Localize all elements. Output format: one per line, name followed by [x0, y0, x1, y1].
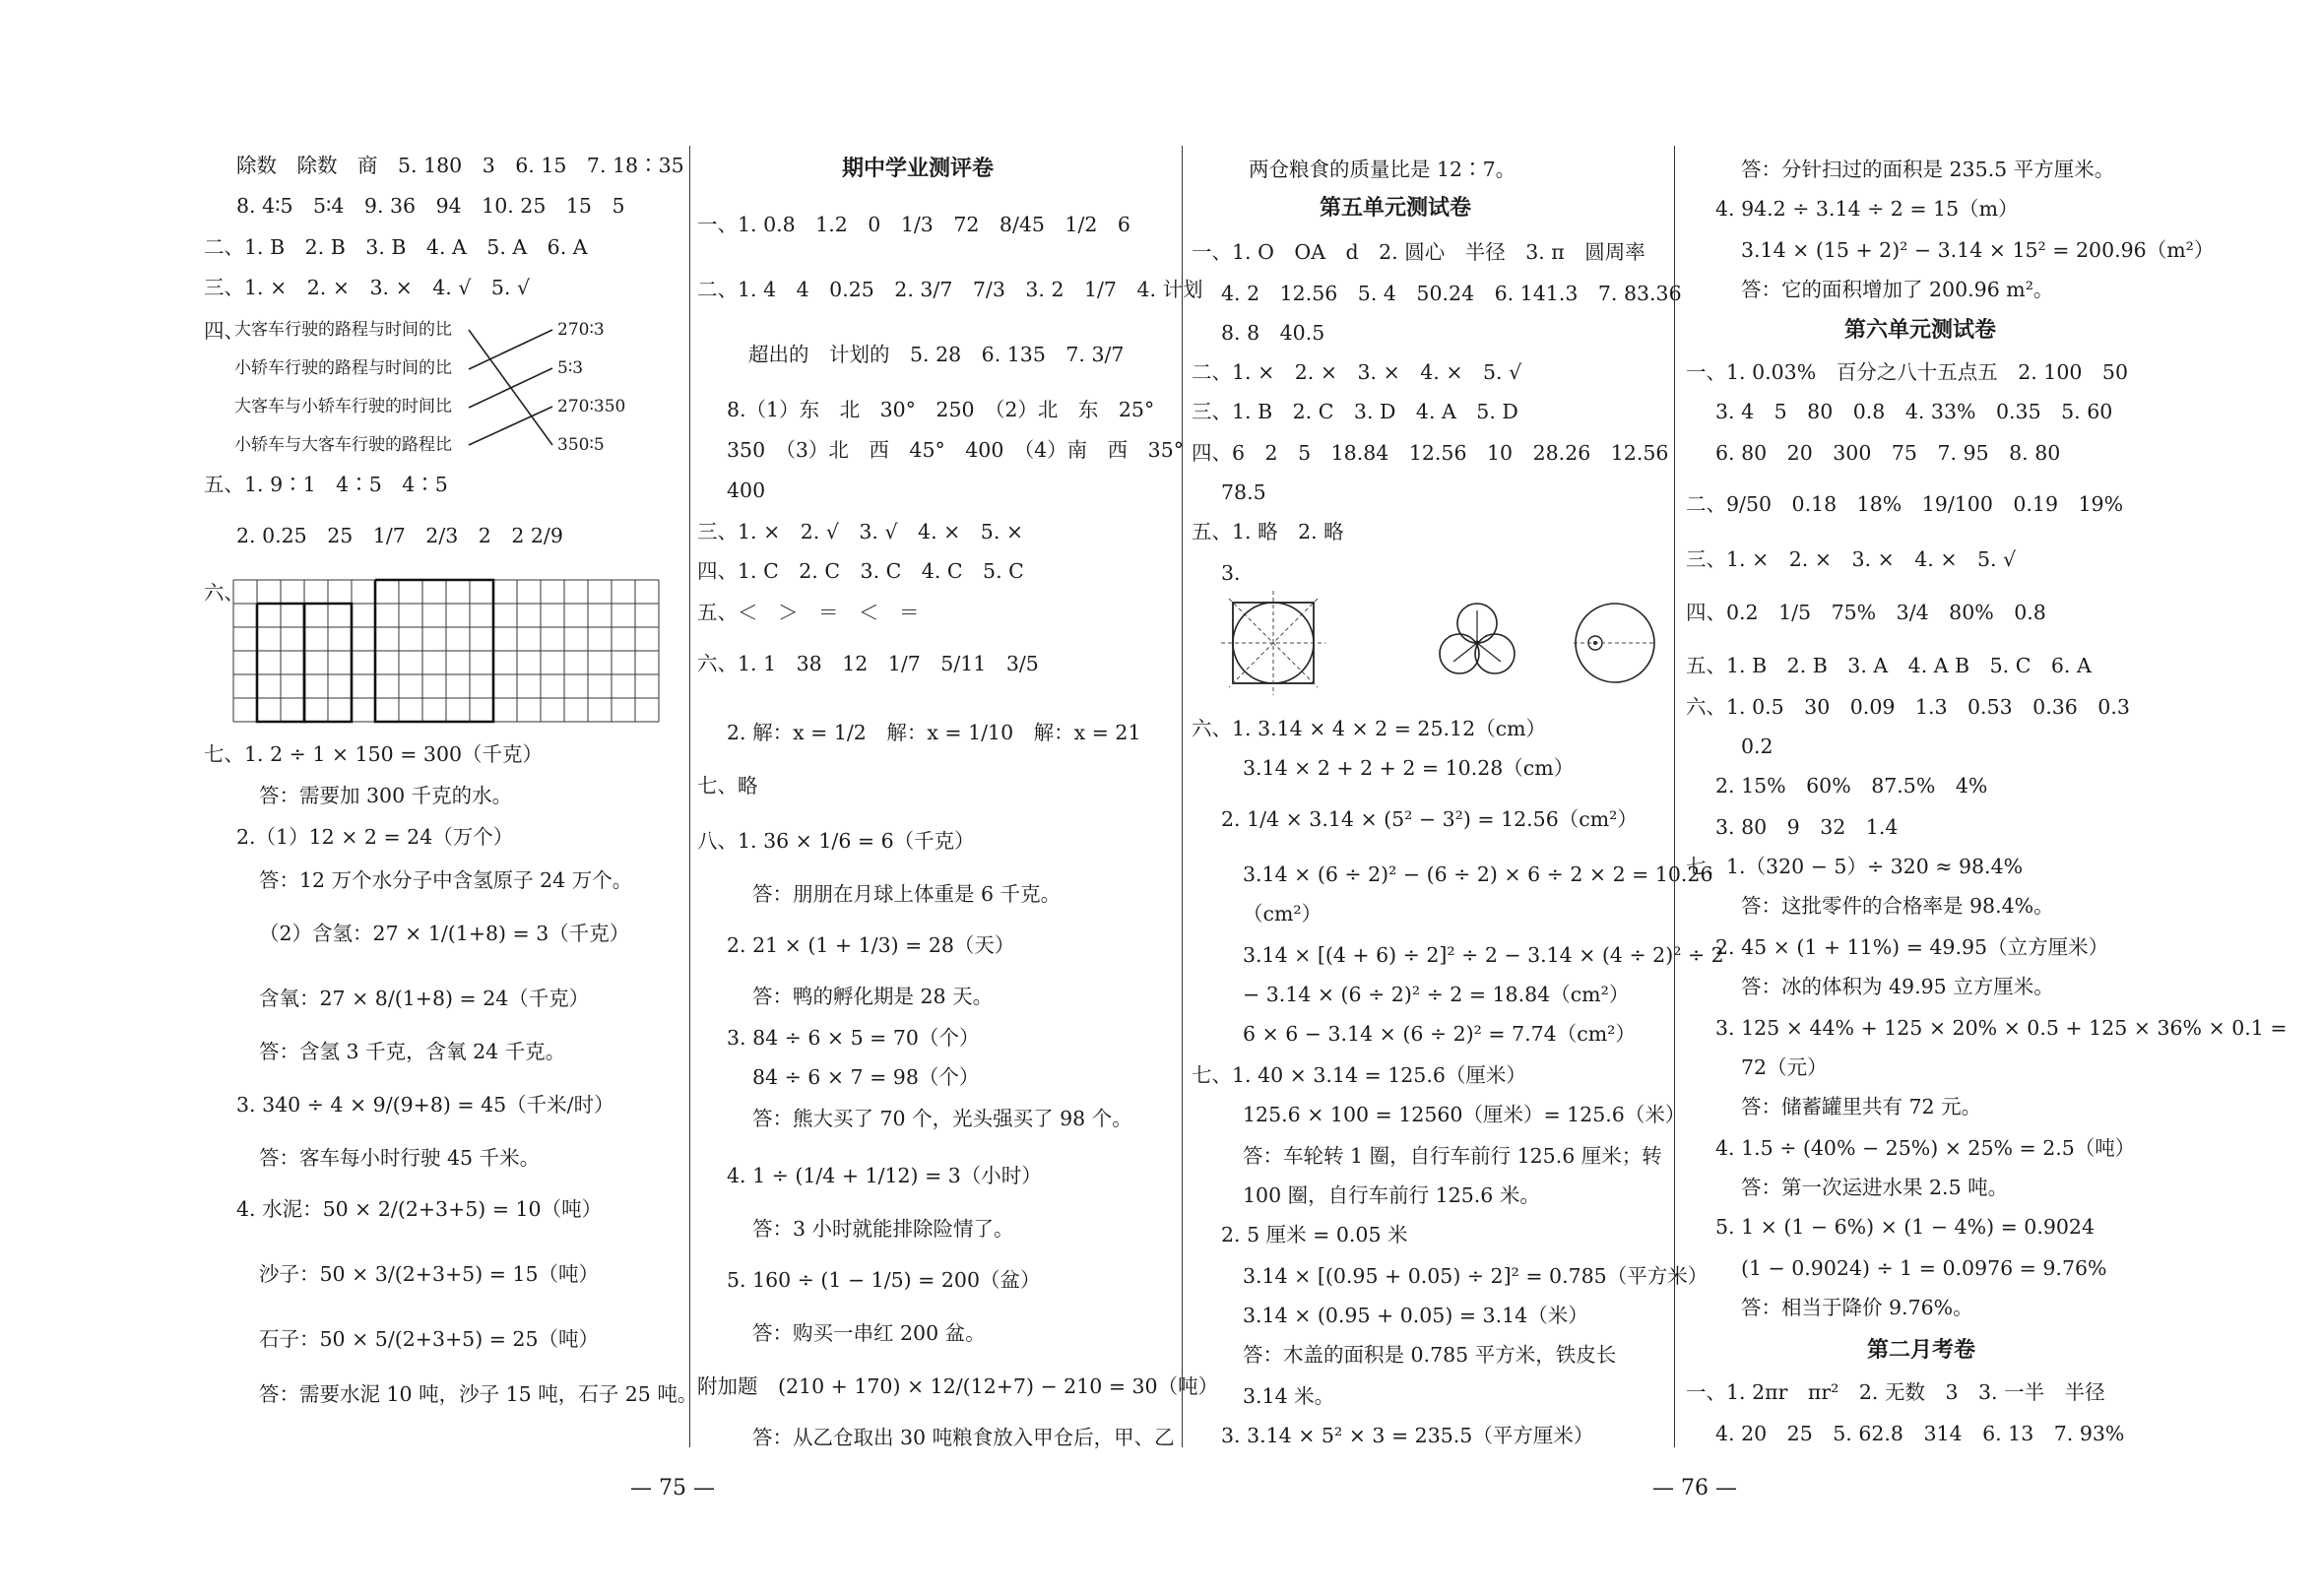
match-right-4: 350∶5 — [557, 435, 605, 455]
answer-line: 2. 15% 60% 87.5% 4% — [1715, 774, 1988, 798]
column-4 — [1674, 0, 2322, 1596]
answer-line: 2. 1/4 × 3.14 × (5² − 3²) = 12.56（cm²） — [1221, 807, 1638, 831]
answer-line: 4. 1.5 ÷ (40% − 25%) × 25% = 2.5（吨） — [1715, 1136, 2136, 1160]
answer-line: 二、1. B 2. B 3. B 4. A 5. A 6. A — [204, 235, 588, 259]
answer-line: 答：含氢 3 千克，含氧 24 千克。 — [259, 1040, 566, 1063]
answer-line: 答：木盖的面积是 0.785 平方米，铁皮长 — [1243, 1343, 1617, 1367]
circle-figures — [1182, 591, 1674, 699]
match-right-1: 270∶3 — [557, 320, 605, 340]
section-four-label: 四、 — [204, 319, 244, 343]
answer-line: 两仓粮食的质量比是 12∶7。 — [1249, 158, 1516, 181]
match-right-3: 270∶350 — [557, 397, 626, 416]
answer-line: 答：从乙仓取出 30 吨粮食放入甲仓后，甲、乙 — [752, 1426, 1175, 1449]
answer-line: 七、1. 40 × 3.14 = 125.6（厘米） — [1192, 1063, 1526, 1087]
answer-line: 3.14 × (15 + 2)² − 3.14 × 15² = 200.96（m²） — [1741, 238, 2215, 262]
answer-line: 0.2 — [1741, 734, 1774, 758]
match-right-2: 5∶3 — [557, 358, 584, 378]
matching-lines — [0, 0, 689, 492]
answer-line: 答：客车每小时行驶 45 千米。 — [259, 1146, 541, 1170]
answer-line: 125.6 × 100 = 12560（厘米）= 125.6（米） — [1243, 1103, 1686, 1126]
answer-line: 3. 340 ÷ 4 × 9/(9+8) = 45（千米/时） — [236, 1093, 614, 1117]
answer-line: 答：12 万个水分子中含氢原子 24 万个。 — [259, 868, 633, 892]
section-six-label: 六、 — [204, 581, 244, 605]
answer-line: 五、＜ ＞ ＝ ＜ ＝ — [697, 601, 920, 624]
answer-line: 答：3 小时就能排除险情了。 — [752, 1217, 1014, 1241]
answer-line: 五、1. 9∶1 4∶5 4∶5 — [204, 473, 448, 496]
answer-line: 8. 4∶5 5∶4 9. 36 94 10. 25 15 5 — [236, 194, 625, 218]
section-title: 第二月考卷 — [1867, 1338, 1976, 1363]
answer-line: 答：它的面积增加了 200.96 m²。 — [1741, 278, 2054, 301]
answer-line: 3. — [1221, 561, 1241, 585]
answer-line: 6. 80 20 300 75 7. 95 8. 80 — [1715, 441, 2061, 465]
answer-line: 附加题 (210 + 170) × 12/(12+7) − 210 = 30（吨） — [697, 1374, 1219, 1398]
answer-line: （2）含氢：27 × 1/(1+8) = 3（千克） — [259, 922, 630, 945]
answer-line: 2. 45 × (1 + 11%) = 49.95（立方厘米） — [1715, 935, 2109, 959]
answer-line: 一、1. 2πr πr² 2. 无数 3 3. 一半 半径 — [1686, 1380, 2105, 1404]
answer-line: 3. 3.14 × 5² × 3 = 235.5（平方厘米） — [1221, 1424, 1594, 1447]
answer-line: 72（元） — [1741, 1055, 1828, 1079]
answer-line: 答：车轮转 1 圈，自行车前行 125.6 厘米；转 — [1243, 1144, 1662, 1168]
answer-line: 400 — [727, 479, 766, 502]
answer-line: 一、1. 0.03% 百分之八十五点五 2. 100 50 — [1686, 360, 2128, 384]
answer-line: 答：相当于降价 9.76%。 — [1741, 1296, 1973, 1319]
answer-line: 2. 21 × (1 + 1/3) = 28（天） — [727, 933, 1015, 957]
match-left-1: 大客车行驶的路程与时间的比 — [234, 320, 452, 340]
answer-line: 答：这批零件的合格率是 98.4%。 — [1741, 894, 2054, 918]
answer-line: 6 × 6 − 3.14 × (6 ÷ 2)² = 7.74（cm²） — [1243, 1022, 1636, 1046]
answer-line: 二、1. 4 4 0.25 2. 3/7 7/3 3. 2 1/7 4. 计划 — [697, 278, 1203, 301]
answer-line: 二、1. × 2. × 3. × 4. × 5. √ — [1192, 360, 1522, 384]
answer-line: 二、9/50 0.18 18% 19/100 0.19 19% — [1686, 492, 2124, 516]
answer-line: 3.14 × 2 + 2 + 2 = 10.28（cm） — [1243, 756, 1575, 780]
answer-line: 石子：50 × 5/(2+3+5) = 25（吨） — [259, 1327, 600, 1351]
answer-line: 答：需要水泥 10 吨，沙子 15 吨，石子 25 吨。 — [259, 1382, 698, 1406]
answer-line: 答：鸭的孵化期是 28 天。 — [752, 985, 994, 1008]
page-number-left: — 75 — — [630, 1476, 715, 1500]
answer-line: 3. 80 9 32 1.4 — [1715, 815, 1899, 839]
answer-line: 四、6 2 5 18.84 12.56 10 28.26 12.56 — [1192, 441, 1669, 465]
answer-line: 350 （3）北 西 45° 400 （4）南 西 35° — [727, 438, 1185, 462]
answer-line: 4. 1 ÷ (1/4 + 1/12) = 3（小时） — [727, 1164, 1042, 1187]
answer-line: 六、1. 0.5 30 0.09 1.3 0.53 0.36 0.3 — [1686, 695, 2130, 719]
answer-line: 除数 除数 商 5. 180 3 6. 15 7. 18∶35 — [236, 154, 684, 177]
answer-line: （cm²） — [1243, 902, 1322, 926]
answer-line: 3. 4 5 80 0.8 4. 33% 0.35 5. 60 — [1715, 400, 2113, 423]
answer-line: 2. 0.25 25 1/7 2/3 2 2 2/9 — [236, 524, 563, 547]
answer-line: 八、1. 36 × 1/6 = 6（千克） — [697, 829, 975, 853]
answer-line: 5. 160 ÷ (1 − 1/5) = 200（盆） — [727, 1268, 1041, 1292]
answer-line: 超出的 计划的 5. 28 6. 135 7. 3/7 — [748, 343, 1125, 366]
answer-line: 答：购买一串红 200 盆。 — [752, 1321, 986, 1345]
answer-line: 三、1. × 2. √ 3. √ 4. × 5. × — [697, 520, 1024, 543]
answer-line: 3.14 × [(4 + 6) ÷ 2]² ÷ 2 − 3.14 × (4 ÷ 2)² ÷ 2 — [1243, 943, 1724, 967]
answer-line: 答：需要加 300 千克的水。 — [259, 784, 513, 807]
answer-line: 三、1. B 2. C 3. D 4. A 5. D — [1192, 400, 1518, 423]
section-title: 第五单元测试卷 — [1320, 196, 1472, 221]
answer-line: 4. 水泥：50 × 2/(2+3+5) = 10（吨） — [236, 1197, 603, 1221]
drawing-grid — [232, 579, 672, 723]
answer-line: 答：储蓄罐里共有 72 元。 — [1741, 1095, 1982, 1118]
answer-line: 答：分针扫过的面积是 235.5 平方厘米。 — [1741, 158, 2115, 181]
answer-line: 78.5 — [1221, 480, 1266, 504]
answer-line: 3.14 米。 — [1243, 1384, 1335, 1408]
answer-line: 七、略 — [697, 774, 758, 798]
answer-line: 100 圈，自行车前行 125.6 米。 — [1243, 1183, 1540, 1207]
column-2 — [689, 0, 1219, 1596]
answer-line: 四、1. C 2. C 3. C 4. C 5. C — [697, 559, 1024, 583]
answer-line: 2. 5 厘米 = 0.05 米 — [1221, 1223, 1408, 1246]
answer-line: 8.（1）东 北 30° 250 （2）北 东 25° — [727, 398, 1155, 421]
answer-line: 84 ÷ 6 × 7 = 98（个） — [752, 1065, 980, 1089]
answer-line: 3.14 × [(0.95 + 0.05) ÷ 2]² = 0.785（平方米） — [1243, 1264, 1709, 1288]
match-left-4: 小轿车与大客车行驶的路程比 — [234, 435, 452, 455]
answer-line: 答：朋朋在月球上体重是 6 千克。 — [752, 882, 1062, 906]
section-title: 期中学业测评卷 — [842, 157, 995, 181]
answer-line: 答：冰的体积为 49.95 立方厘米。 — [1741, 975, 2054, 998]
answer-line: − 3.14 × (6 ÷ 2)² ÷ 2 = 18.84（cm²） — [1243, 983, 1630, 1006]
answer-line: 三、1. × 2. × 3. × 4. √ 5. √ — [204, 276, 531, 299]
answer-line: 答：熊大买了 70 个，光头强买了 98 个。 — [752, 1107, 1132, 1130]
answer-line: 3. 125 × 44% + 125 × 20% × 0.5 + 125 × 36% × 0.1 = — [1715, 1016, 2288, 1040]
answer-line: 3.14 × (0.95 + 0.05) = 3.14（米） — [1243, 1304, 1588, 1327]
answer-line: 四、0.2 1/5 75% 3/4 80% 0.8 — [1686, 601, 2046, 624]
answer-line: (1 − 0.9024) ÷ 1 = 0.0976 = 9.76% — [1741, 1256, 2107, 1280]
answer-line: 3. 84 ÷ 6 × 5 = 70（个） — [727, 1026, 980, 1050]
answer-line: 七、1. 2 ÷ 1 × 150 = 300（千克） — [204, 742, 544, 766]
section-title: 第六单元测试卷 — [1844, 318, 1997, 343]
answer-line: 六、1. 1 38 12 1/7 5/11 3/5 — [697, 652, 1039, 675]
match-left-2: 小轿车行驶的路程与时间的比 — [234, 358, 452, 378]
answer-line: 2.（1）12 × 2 = 24（万个） — [236, 825, 514, 849]
page-number-right: — 76 — — [1652, 1476, 1737, 1500]
answer-line: 4. 2 12.56 5. 4 50.24 6. 141.3 7. 83.36 — [1221, 282, 1682, 305]
answer-line: 一、1. O OA d 2. 圆心 半径 3. π 圆周率 — [1192, 240, 1645, 264]
answer-line: 4. 20 25 5. 62.8 314 6. 13 7. 93% — [1715, 1422, 2125, 1445]
answer-line: 六、1. 3.14 × 4 × 2 = 25.12（cm） — [1192, 717, 1547, 740]
answer-line: 4. 94.2 ÷ 3.14 ÷ 2 = 15（m） — [1715, 197, 2019, 221]
answer-line: 沙子：50 × 3/(2+3+5) = 15（吨） — [259, 1262, 600, 1286]
answer-line: 一、1. 0.8 1.2 0 1/3 72 8/45 1/2 6 — [697, 213, 1130, 236]
answer-line: 5. 1 × (1 − 6%) × (1 − 4%) = 0.9024 — [1715, 1215, 2096, 1239]
column-1 — [0, 0, 698, 1596]
answer-line: 8. 8 40.5 — [1221, 321, 1325, 345]
answer-line: 2. 解：x = 1/2 解：x = 1/10 解：x = 21 — [727, 721, 1141, 744]
answer-line: 五、1. B 2. B 3. A 4. A B 5. C 6. A — [1686, 654, 2092, 677]
answer-line: 五、1. 略 2. 略 — [1192, 520, 1344, 543]
answer-line: 七、1.（320 − 5）÷ 320 ≈ 98.4% — [1686, 855, 2024, 878]
match-left-3: 大客车与小轿车行驶的时间比 — [234, 397, 452, 416]
answer-line: 含氧：27 × 8/(1+8) = 24（千克） — [259, 987, 590, 1010]
answer-line: 3.14 × (6 ÷ 2)² − (6 ÷ 2) × 6 ÷ 2 × 2 = 10.26 — [1243, 862, 1713, 886]
answer-line: 答：第一次运进水果 2.5 吨。 — [1741, 1176, 2009, 1199]
answer-line: 三、1. × 2. × 3. × 4. × 5. √ — [1686, 547, 2017, 571]
